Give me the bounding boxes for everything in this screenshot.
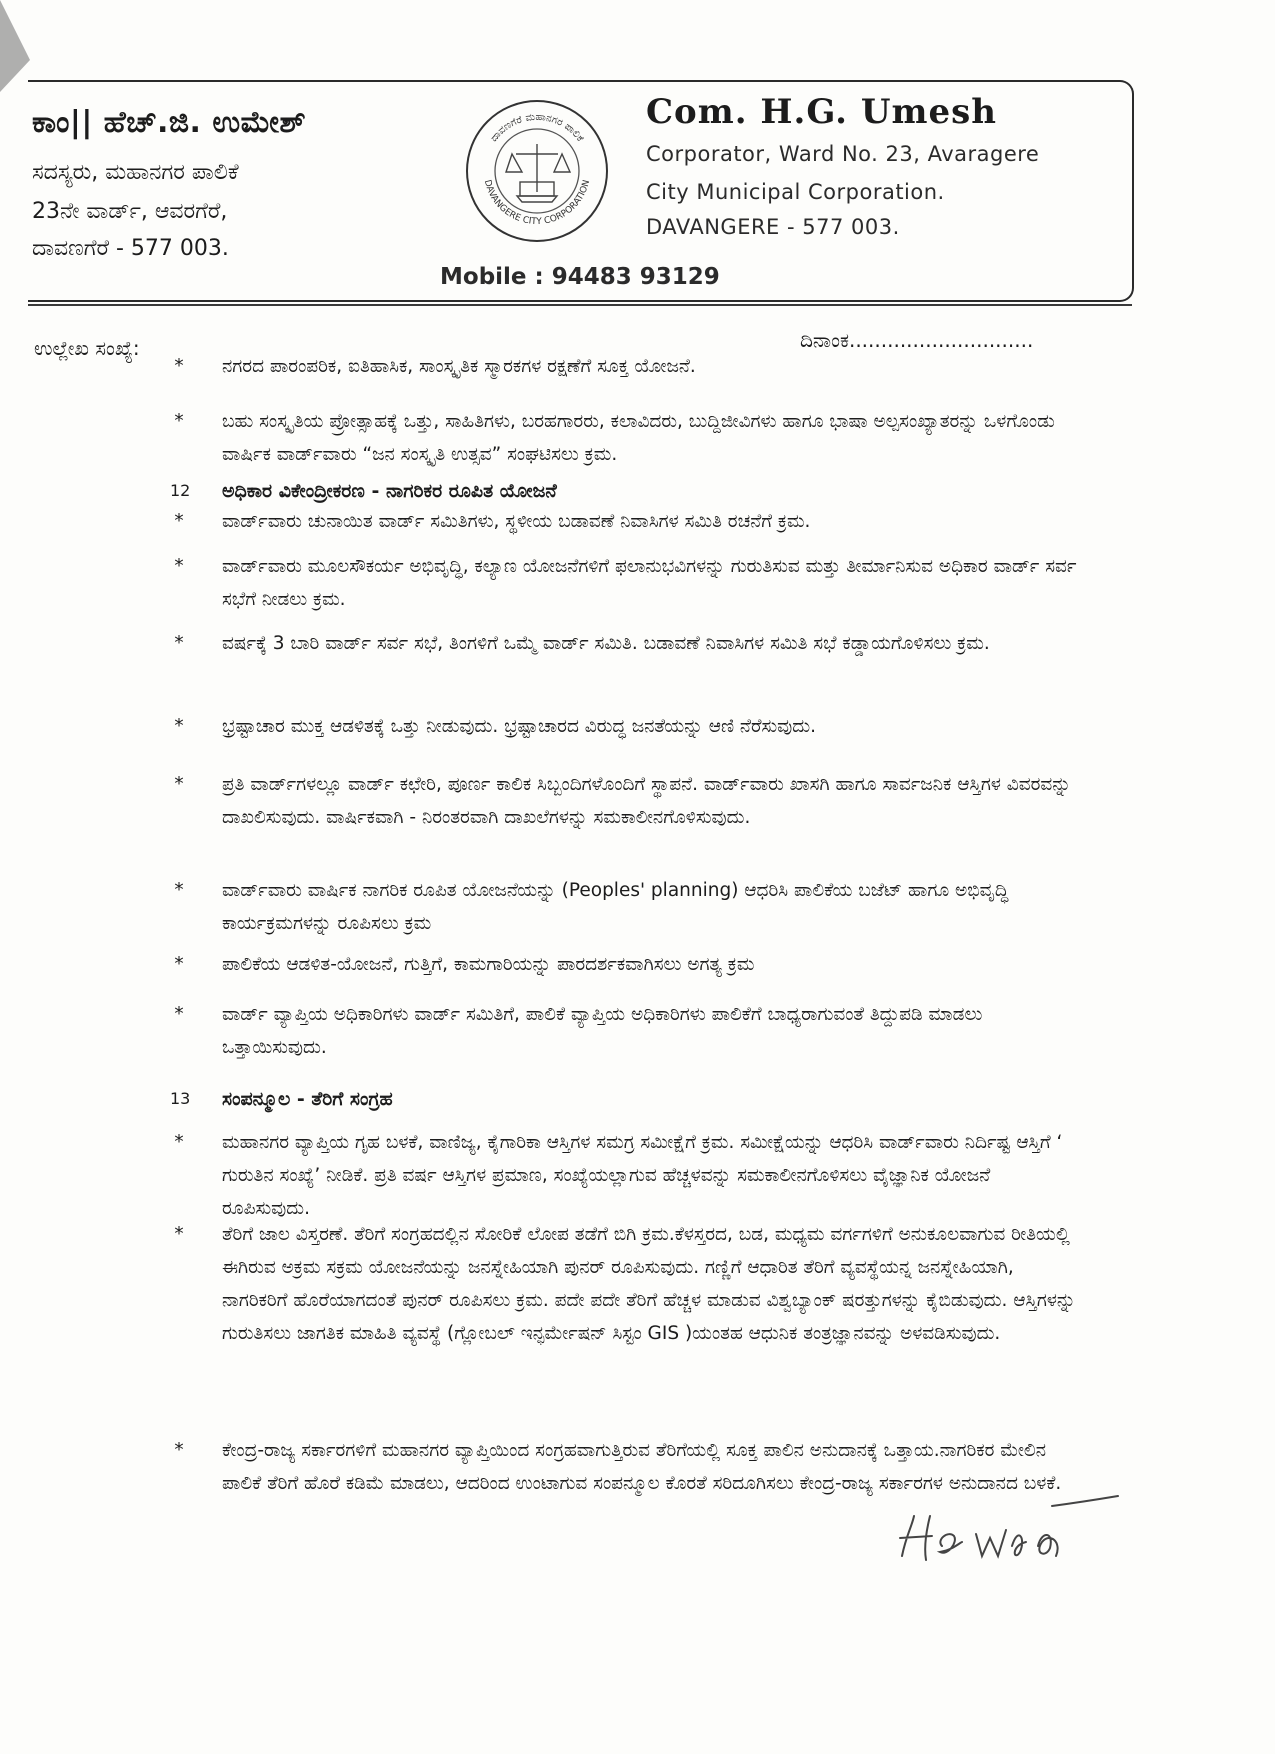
bullet-marker: * (174, 1004, 184, 1025)
list-item (174, 405, 1082, 471)
section-title: ಸಂಪನ್ಮೂಲ - ತೆರಿಗೆ ಸಂಗ್ರಹ (222, 1088, 393, 1110)
bullet-marker: * (174, 1132, 184, 1153)
list-item (174, 874, 1082, 940)
list-item (174, 350, 1082, 383)
bullet-marker: * (174, 633, 184, 654)
section-heading (170, 1084, 1082, 1114)
list-item (174, 1218, 1082, 1350)
corporation-seal (462, 96, 612, 246)
list-item (174, 550, 1082, 616)
list-item-text: ವಾರ್ಡ್‌ವಾರು ಚುನಾಯಿತ ವಾರ್ಡ್ ಸಮಿತಿಗಳು, ಸ್ಥಳೀಯ ಬಡಾವಣೆ ನಿವಾಸಿಗಳ ಸಮಿತಿ ರಚನೆಗೆ ಕ್ರಮ. (222, 511, 811, 532)
section-number: 13 (170, 1089, 191, 1108)
section-number: 12 (170, 481, 191, 500)
list-item-text: ಪ್ರತಿ ವಾರ್ಡ್‌ಗಳಲ್ಲೂ ವಾರ್ಡ್ ಕಛೇರಿ, ಪೂರ್ಣ ಕಾಲಿಕ ಸಿಬ್ಬಂದಿಗಳೊಂದಿಗೆ ಸ್ಥಾಪನೆ. ವಾರ್ಡ್‌ವಾರು ಖಾಸಗಿ ಹಾಗೂ ಸಾರ್ವಜನಿಕ ಆಸ್ತಿಗಳ ವಿವರವನ್ನು ದಾಖಲಿಸುವುದು. ವಾರ್ಷಿಕವಾಗಿ - ನಿರಂತರವಾಗಿ ದಾಖಲೆಗಳನ್ನು ಸಮಕಾಲೀನಗೊಳಿಸುವುದು. (222, 774, 1071, 828)
list-item (174, 627, 1082, 660)
list-item (174, 768, 1082, 834)
list-item-text: ಬಹು ಸಂಸ್ಕೃತಿಯ ಪ್ರೋತ್ಸಾಹಕ್ಕೆ ಒತ್ತು, ಸಾಹಿತಿಗಳು, ಬರಹಗಾರರು, ಕಲಾವಿದರು, ಬುದ್ದಿಜೀವಿಗಳು ಹಾಗೂ ಭಾಷಾ ಅಲ್ಪಸಂಖ್ಯಾತರನ್ನು ಒಳಗೊಂಡು ವಾರ್ಷಿಕ ವಾರ್ಡ್‌ವಾರು “ಜನ ಸಂಸ್ಕೃತಿ ಉತ್ಸವ” ಸಂಘಟಿಸಲು ಕ್ರಮ. (222, 411, 1055, 465)
list-item-text: ವಾರ್ಡ್‌ವಾರು ಮೂಲಸೌಕರ್ಯ ಅಭಿವೃದ್ಧಿ, ಕಲ್ಯಾಣ ಯೋಜನೆಗಳಿಗೆ ಫಲಾನುಭವಿಗಳನ್ನು ಗುರುತಿಸುವ ಮತ್ತು ತೀರ್ಮಾನಿಸುವ ಅಧಿಕಾರ ವಾರ್ಡ್ ಸರ್ವ ಸಭೆಗೆ ನೀಡಲು ಕ್ರಮ. (222, 556, 1077, 610)
list-item-text: ವರ್ಷಕ್ಕೆ 3 ಬಾರಿ ವಾರ್ಡ್ ಸರ್ವ ಸಭೆ, ತಿಂಗಳಿಗೆ ಒಮ್ಮೆ ವಾರ್ಡ್ ಸಮಿತಿ. ಬಡಾವಣೆ ನಿವಾಸಿಗಳ ಸಮಿತಿ ಸಭೆ ಕಡ್ಡಾಯಗೊಳಿಸಲು ಕ್ರಮ. (222, 633, 990, 654)
section-title: ಅಧಿಕಾರ ವಿಕೇಂದ್ರೀಕರಣ - ನಾಗರಿಕರ ರೂಪಿತ ಯೋಜನೆ (222, 480, 557, 502)
kannada-name: ಕಾಂ|| ಹೆಚ್.ಜಿ. ಉಮೇಶ್ (32, 105, 307, 140)
kannada-city: ದಾವಣಗೆರೆ - 577 003. (32, 236, 229, 261)
bullet-marker: * (174, 1224, 184, 1245)
list-item-text: ಭ್ರಷ್ಟಾಚಾರ ಮುಕ್ತ ಆಡಳಿತಕ್ಕೆ ಒತ್ತು ನೀಡುವುದು. ಭ್ರಷ್ಟಾಚಾರದ ವಿರುದ್ಧ ಜನತೆಯನ್ನು ಆಣಿ ನೆರೆಸುವುದು. (222, 716, 816, 737)
english-designation: Corporator, Ward No. 23, Avaragere (646, 142, 1040, 166)
list-item-text: ಕೇಂದ್ರ-ರಾಜ್ಯ ಸರ್ಕಾರಗಳಿಗೆ ಮಹಾನಗರ ವ್ಯಾಪ್ತಿಯಿಂದ ಸಂಗ್ರಹವಾಗುತ್ತಿರುವ ತೆರಿಗೆಯಲ್ಲಿ ಸೂಕ್ತ ಪಾಲಿನ ಅನುದಾನಕ್ಕೆ ಒತ್ತಾಯ.ನಾಗರಿಕರ ಮೇಲಿನ ಪಾಲಿಕೆ ತೆರಿಗೆ ಹೊರೆ ಕಡಿಮೆ ಮಾಡಲು, ಆದರಿಂದ ಉಂಟಾಗುವ ಸಂಪನ್ಮೂಲ ಕೊರತೆ ಸರಿದೂಗಿಸಲು ಕೇಂದ್ರ-ರಾಜ್ಯ ಸರ್ಕಾರಗಳ ಅನುದಾನದ ಬಳಕೆ. (222, 1440, 1062, 1494)
bullet-marker: * (174, 880, 184, 901)
header-divider (28, 304, 1132, 306)
bullet-marker: * (174, 774, 184, 795)
bullet-marker: * (174, 1440, 184, 1461)
bullet-marker: * (174, 556, 184, 577)
section-heading (170, 476, 1082, 506)
list-item (174, 998, 1082, 1064)
list-item-text: ಪಾಲಿಕೆಯ ಆಡಳಿತ-ಯೋಜನೆ, ಗುತ್ತಿಗೆ, ಕಾಮಗಾರಿಯನ್ನು ಪಾರದರ್ಶಕವಾಗಿಸಲು ಅಗತ್ಯ ಕ್ರಮ (222, 954, 755, 975)
english-name: Com. H.G. Umesh (646, 92, 997, 132)
list-item (174, 505, 1082, 538)
reference-number-label: ಉಲ್ಲೇಖ ಸಂಖ್ಯೆ: (34, 336, 140, 360)
list-item-text: ಮಹಾನಗರ ವ್ಯಾಪ್ತಿಯ ಗೃಹ ಬಳಕೆ, ವಾಣಿಜ್ಯ, ಕೈಗಾರಿಕಾ ಆಸ್ತಿಗಳ ಸಮಗ್ರ ಸಮೀಕ್ಷೆಗೆ ಕ್ರಮ. ಸಮೀಕ್ಷೆಯನ್ನು ಆಧರಿಸಿ ವಾರ್ಡ್‌ವಾರು ನಿರ್ದಿಷ್ಟ ಆಸ್ತಿಗೆ ‘ ಗುರುತಿನ ಸಂಖ್ಯೆ’ ನೀಡಿಕೆ. ಪ್ರತಿ ವರ್ಷ ಆಸ್ತಿಗಳ ಪ್ರಮಾಣ, ಸಂಖ್ಯೆಯಲ್ಲಾಗುವ ಹೆಚ್ಚಳವನ್ನು ಸಮಕಾಲೀನಗೊಳಿಸಲು ವೈಜ್ಞಾನಿಕ ಯೋಜನೆ ರೂಪಿಸುವುದು. (222, 1132, 1063, 1219)
list-item (174, 710, 1082, 743)
mobile-number: Mobile : 94483 93129 (440, 264, 720, 290)
english-city: DAVANGERE - 577 003. (646, 215, 900, 239)
list-item (174, 948, 1082, 981)
kannada-ward: 23ನೇ ವಾರ್ಡ್, ಆವರಗೆರೆ, (32, 199, 228, 224)
list-item-text: ತೆರಿಗೆ ಜಾಲ ವಿಸ್ತರಣೆ. ತೆರಿಗೆ ಸಂಗ್ರಹದಲ್ಲಿನ ಸೋರಿಕೆ ಲೋಪ ತಡೆಗೆ ಬಿಗಿ ಕ್ರಮ.ಕೆಳಸ್ತರದ, ಬಡ, ಮಧ್ಯಮ ವರ್ಗಗಳಿಗೆ ಅನುಕೂಲವಾಗುವ ರೀತಿಯಲ್ಲಿ ಈಗಿರುವ ಅಕ್ರಮ ಸಕ್ರಮ ಯೋಜನೆಯನ್ನು ಜನಸ್ನೇಹಿಯಾಗಿ ಪುನರ್ ರೂಪಿಸುವುದು. ಗಣ್ಣಿಗೆ ಆಧಾರಿತ ತೆರಿಗೆ ವ್ಯವಸ್ಥೆಯನ್ನ ಜನಸ್ನೇಹಿಯಾಗಿ, ನಾಗರಿಕರಿಗೆ ಹೊರೆಯಾಗದಂತೆ ಪುನರ್ ರೂಪಿಸಲು ಕ್ರಮ. ಪದೇ ಪದೇ ತೆರಿಗೆ ಹೆಚ್ಚಳ ಮಾಡುವ ವಿಶ್ವಬ್ಯಾಂಕ್ ಷರತ್ತುಗಳನ್ನು ಕೈಬಿಡುವುದು. ಆಸ್ತಿಗಳನ್ನು ಗುರುತಿಸಲು ಜಾಗತಿಕ ಮಾಹಿತಿ ವ್ಯವಸ್ಥೆ (ಗ್ಲೋಬಲ್ ಇನ್ಫರ್ಮೇಷನ್ ಸಿಸ್ಟಂ GIS )ಯಂತಹ ಆಧುನಿಕ ತಂತ್ರಜ್ಞಾನವನ್ನು ಅಳವಡಿಸುವುದು. (222, 1224, 1076, 1344)
bullet-marker: * (174, 954, 184, 975)
svg-text:ದಾವಣಗೆರೆ ಮಹಾನಗರ ಪಾಲಿಕೆ (489, 112, 586, 145)
list-item-text: ವಾರ್ಡ್ ವ್ಯಾಪ್ತಿಯ ಅಧಿಕಾರಿಗಳು ವಾರ್ಡ್ ಸಮಿತಿಗೆ, ಪಾಲಿಕೆ ವ್ಯಾಪ್ತಿಯ ಅಧಿಕಾರಿಗಳು ಪಾಲಿಕೆಗೆ ಬಾಧ್ಯರಾಗುವಂತೆ ತಿದ್ದುಪಡಿ ಮಾಡಲು ಒತ್ತಾಯಿಸುವುದು. (222, 1004, 983, 1058)
bullet-marker: * (174, 716, 184, 737)
list-item (174, 1126, 1082, 1225)
kannada-designation: ಸದಸ್ಯರು, ಮಹಾನಗರ ಪಾಲಿಕೆ (32, 160, 239, 185)
seal-top-text: ದಾವಣಗೆರೆ ಮಹಾನಗರ ಪಾಲಿಕೆ (488, 111, 586, 145)
bullet-marker: * (174, 411, 184, 432)
bullet-marker: * (174, 511, 184, 532)
handwritten-signature (892, 1486, 1122, 1576)
seal-bottom-text: DAVANGERE CITY CORPORATION (481, 178, 593, 228)
date-label: ದಿನಾಂಕ............................. (800, 328, 1034, 352)
list-item-text: ನಗರದ ಪಾರಂಪರಿಕ, ಐತಿಹಾಸಿಕ, ಸಾಂಸ್ಕೃತಿಕ ಸ್ಮಾರಕಗಳ ರಕ್ಷಣೆಗೆ ಸೂಕ್ತ ಯೋಜನೆ. (222, 356, 696, 377)
english-corporation: City Municipal Corporation. (646, 180, 945, 204)
list-item-text: ವಾರ್ಡ್‌ವಾರು ವಾರ್ಷಿಕ ನಾಗರಿಕ ರೂಪಿತ ಯೋಜನೆಯನ್ನು (Peoples' planning) ಆಧರಿಸಿ ಪಾಲಿಕೆಯ ಬಜೆಟ್ ಹಾಗೂ ಅಭಿವೃದ್ಧಿ ಕಾರ್ಯಕ್ರಮಗಳನ್ನು ರೂಪಿಸಲು ಕ್ರಮ (222, 880, 1009, 934)
bullet-marker: * (174, 356, 184, 377)
